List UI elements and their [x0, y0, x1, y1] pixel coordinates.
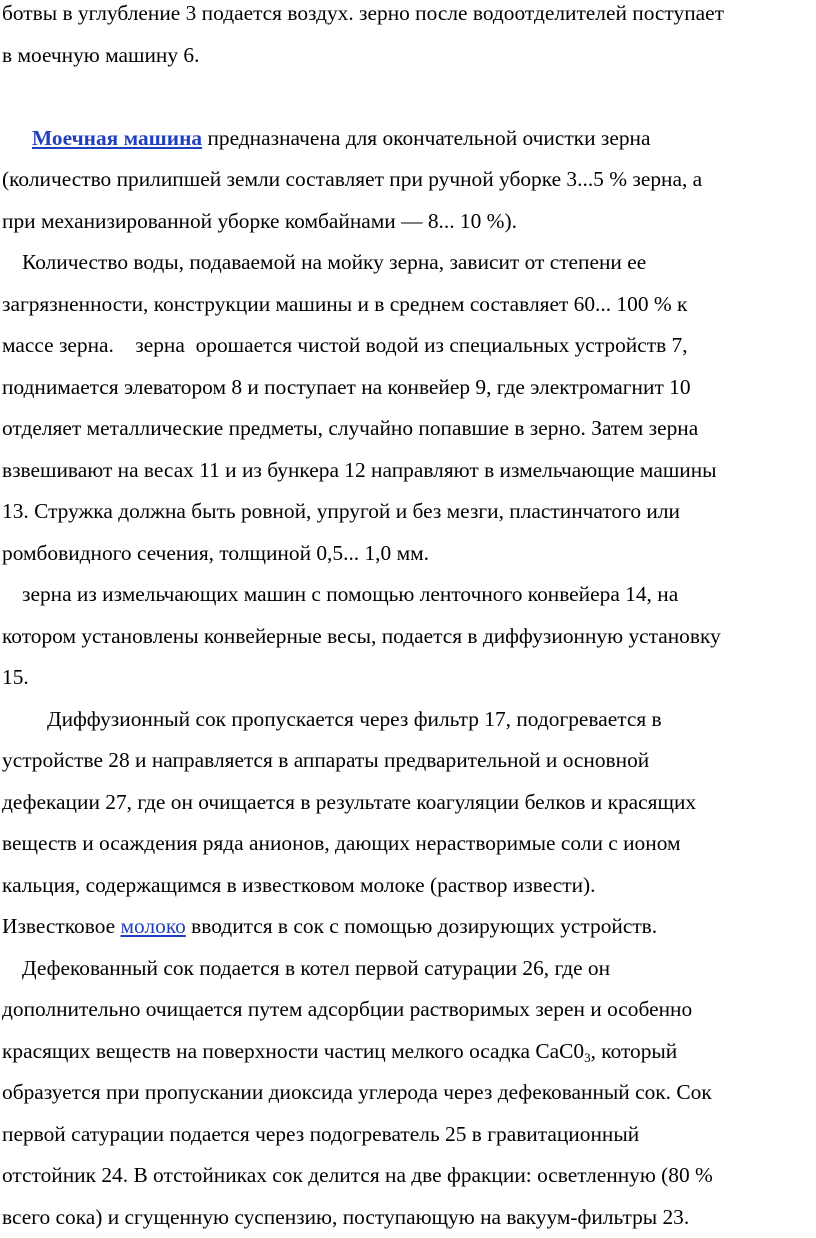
text-fragment: , который: [591, 1039, 678, 1063]
text-line: в моечную машину 6.: [2, 35, 816, 77]
text-line: Диффузионный сок пропускается через фильтр 17, подогревается в: [2, 699, 816, 741]
text-line: первой сатурации подается через подогреватель 25 в гравитационный: [2, 1114, 816, 1156]
paragraph-conveyor: [2, 574, 816, 699]
paragraph-diffusion-juice: [2, 699, 816, 948]
text-line: взвешивают на весах 11 и из бункера 12 направляют в измельчающие машины: [2, 450, 816, 492]
text-line: зерна из измельчающих машин с помощью ленточного конвейера 14, на: [2, 574, 816, 616]
milk-link[interactable]: молоко: [121, 914, 186, 938]
text-line: 13. Стружка должна быть ровной, упругой и без мезги, пластинчатого или: [2, 491, 816, 533]
blank-line: [2, 76, 816, 118]
paragraph-washing-machine: [2, 118, 816, 243]
text-line: котором установлены конвейерные весы, подается в диффузионную установку: [2, 616, 816, 658]
paragraph-saturation: [2, 948, 816, 1238]
text-line: всего сока) и сгущенную суспензию, поступающую на вакуум-фильтры 23.: [2, 1197, 816, 1238]
text-line: [2, 118, 816, 160]
text-line: дополнительно очищается путем адсорбции растворимых зерен и особенно: [2, 989, 816, 1031]
text-line: ботвы в углубление 3 подается воздух. зерно после водоотделителей поступает: [2, 0, 816, 35]
text-line: поднимается элеватором 8 и поступает на конвейер 9, где электромагнит 10: [2, 367, 816, 409]
paragraph-intro: [2, 0, 816, 76]
text-line: ромбовидного сечения, толщиной 0,5... 1,0 мм.: [2, 533, 816, 575]
text-line: [2, 906, 816, 948]
text-fragment: предназначена для окончательной очистки зерна: [202, 126, 650, 150]
text-line: образуется при пропускании диоксида углерода через дефекованный сок. Сок: [2, 1072, 816, 1114]
text-fragment: Известковое: [2, 914, 121, 938]
washing-machine-link[interactable]: Моечная машина: [32, 126, 202, 150]
text-line: кальция, содержащимся в известковом молоке (раствор извести).: [2, 865, 816, 907]
text-line: Дефекованный сок подается в котел первой сатурации 26, где он: [2, 948, 816, 990]
text-line: отделяет металлические предметы, случайно попавшие в зерно. Затем зерна: [2, 408, 816, 450]
text-line: (количество прилипшей земли составляет при ручной уборке 3...5 % зерна, а: [2, 159, 816, 201]
text-line: дефекации 27, где он очищается в результате коагуляции белков и красящих: [2, 782, 816, 824]
text-line: отстойник 24. В отстойниках сок делится на две фракции: осветленную (80 %: [2, 1155, 816, 1197]
text-line: [2, 1031, 816, 1073]
text-fragment: вводится в сок с помощью дозирующих устройств.: [186, 914, 657, 938]
text-line: загрязненности, конструкции машины и в среднем составляет 60... 100 % к: [2, 284, 816, 326]
text-line: веществ и осаждения ряда анионов, дающих нерастворимые соли с ионом: [2, 823, 816, 865]
text-line: массе зерна. зерна орошается чистой водой из специальных устройств 7,: [2, 325, 816, 367]
text-line: 15.: [2, 657, 816, 699]
paragraph-water-amount: [2, 242, 816, 574]
text-fragment: красящих веществ на поверхности частиц мелкого осадка СаС0: [2, 1039, 584, 1063]
text-line: Количество воды, подаваемой на мойку зерна, зависит от степени ее: [2, 242, 816, 284]
text-line: устройстве 28 и направляется в аппараты предварительной и основной: [2, 740, 816, 782]
text-line: при механизированной уборке комбайнами — 8... 10 %).: [2, 201, 816, 243]
subscript: 3: [584, 1050, 591, 1065]
